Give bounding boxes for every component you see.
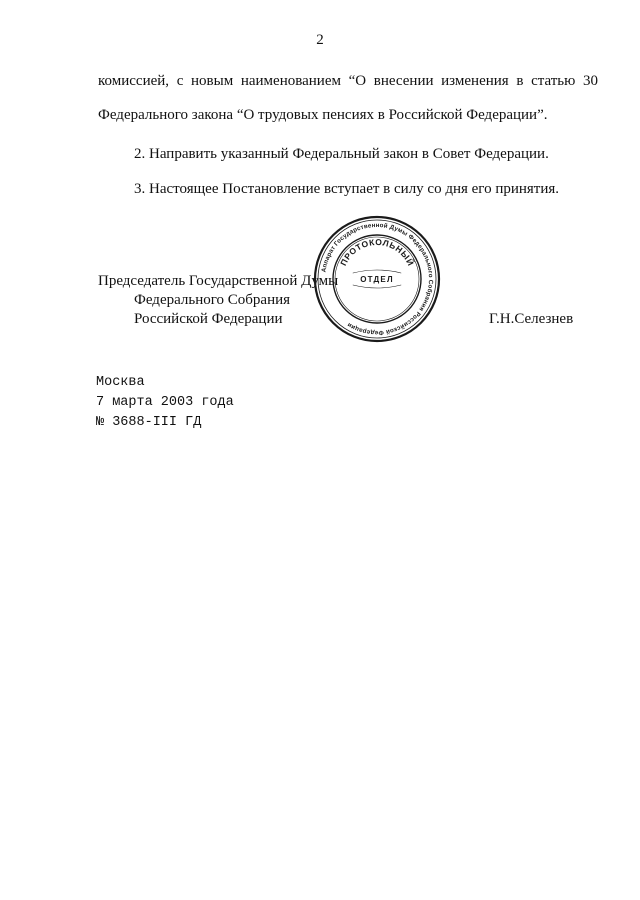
- stamp-inner-text: ПРОТОКОЛЬНЫЙ: [338, 236, 417, 268]
- footer-number: № 3688-III ГД: [96, 415, 202, 430]
- body-item-2: 2. Направить указанный Федеральный закон в Совет Федерации.: [134, 146, 549, 162]
- page-number: 2: [316, 32, 324, 48]
- signature-title-line-1: Председатель Государственной Думы: [98, 273, 339, 289]
- official-seal-stamp: [313, 215, 441, 343]
- body-line-2: Федерального закона “О трудовых пенсиях в Российской Федерации”.: [98, 107, 548, 123]
- signature-title-line-3: Российской Федерации: [134, 311, 283, 327]
- footer-date: 7 марта 2003 года: [96, 395, 234, 410]
- footer-city: Москва: [96, 375, 145, 390]
- body-line-1: комиссией, с новым наименованием “О внесении изменения в статью 30: [98, 73, 598, 89]
- signature-title-line-2: Федерального Собрания: [134, 292, 291, 308]
- stamp-center-text: ОТДЕЛ: [360, 275, 394, 284]
- signature-name: Г.Н.Селезнев: [489, 311, 574, 327]
- stamp-outer-text: Аппарат Государственной Думы Федерального Собрания Российской Федерации: [320, 221, 435, 337]
- body-item-3: 3. Настоящее Постановление вступает в силу со дня его принятия.: [134, 181, 560, 197]
